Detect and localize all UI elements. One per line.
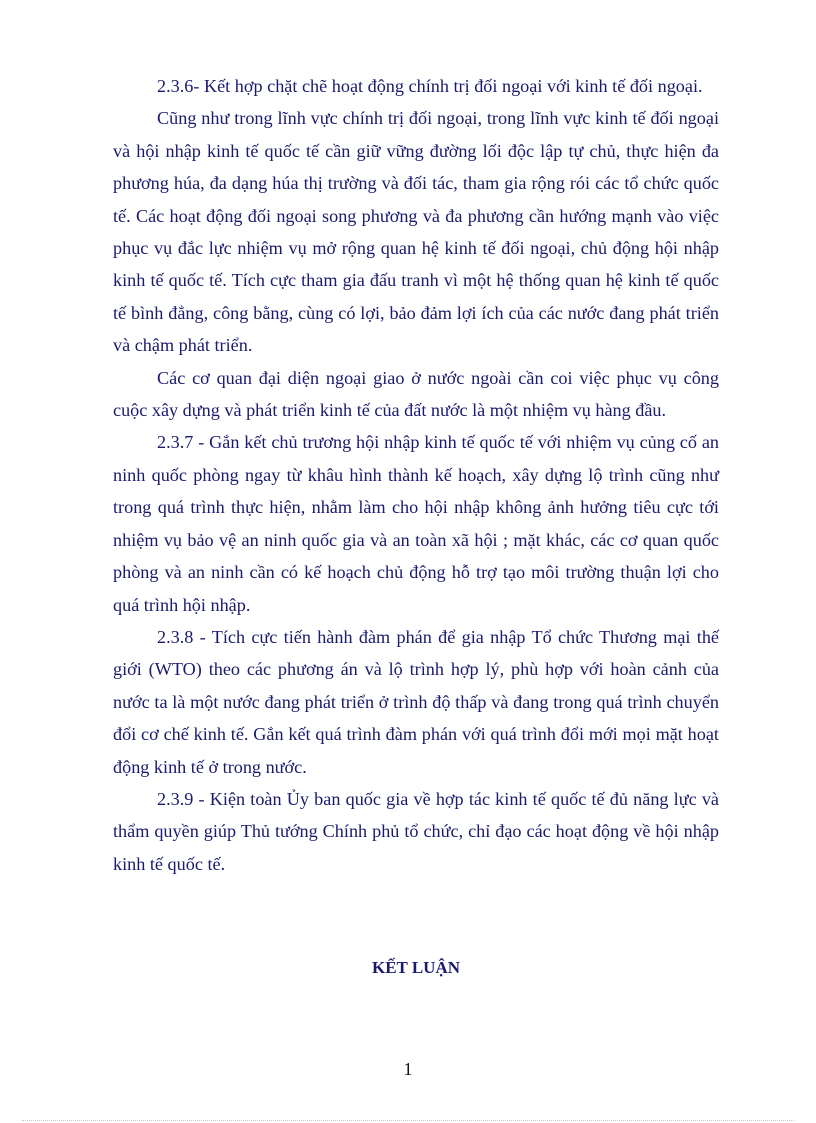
paragraph-foreign-economy: Cũng như trong lĩnh vực chính trị đối ngoại, trong lĩnh vực kinh tế đối ngoại và hội nhập kinh tế quốc tế cần giữ vững đường lối độc lập tự chủ, thực hiện đa phương húa, đa dạng húa thị trường và đối tác, tham gia rộng rói các tổ chức quốc tế. Các hoạt động đối ngoại song phương và đa phương cần hướng mạnh vào việc phục vụ đắc lực nhiệm vụ mở rộng quan hệ kinh tế đối ngoại, chủ động hội nhập kinh tế quốc tế. Tích cực tham gia đấu tranh vì một hệ thống quan hệ kinh tế quốc tế bình đẳng, công bằng, cùng có lợi, bảo đảm lợi ích của các nước đang phát triển và chậm phát triển. xyxy=(113,108,719,356)
conclusion-heading: KẾT LUẬN xyxy=(371,958,460,977)
paragraph-diplomatic-agencies: Các cơ quan đại diện ngoại giao ở nước ngoài cần coi việc phục vụ công cuộc xây dựng và phát triển kinh tế của đất nước là một nhiệm vụ hàng đầu. xyxy=(113,367,719,421)
page-number: 1 xyxy=(403,1059,413,1079)
section-2-3-6-heading: 2.3.6- Kết hợp chặt chẽ hoạt động chính trị đối ngoại với kinh tế đối ngoại. xyxy=(157,76,703,96)
section-2-3-9: 2.3.9 - Kiện toàn Ủy ban quốc gia về hợp tác kinh tế quốc tế đủ năng lực và thẩm quyền giúp Thủ tướng Chính phủ tổ chức, chỉ đạo các hoạt động về hội nhập kinh tế quốc tế. xyxy=(113,788,719,874)
section-2-3-7: 2.3.7 - Gắn kết chủ trương hội nhập kinh tế quốc tế với nhiệm vụ củng cố an ninh quốc phòng ngay từ khâu hình thành kế hoạch, xây dựng lộ trình cũng như trong quá trình thực hiện, nhằm làm cho hội nhập không ảnh hưởng tiêu cực tới nhiệm vụ bảo vệ an ninh quốc gia và an toàn xã hội ; mặt khác, các cơ quan quốc phòng và an ninh cần có kế hoạch chủ động hỗ trợ tạo môi trường thuận lợi cho quá trình hội nhập. xyxy=(113,432,719,615)
section-2-3-8: 2.3.8 - Tích cực tiến hành đàm phán để gia nhập Tổ chức Thương mại thế giới (WTO) theo các phương án và lộ trình hợp lý, phù hợp với hoàn cảnh của nước ta là một nước đang phát triển ở trình độ thấp và đang trong quá trình chuyển đổi cơ chế kinh tế. Gắn kết quá trình đàm phán với quá trình đổi mới mọi mặt hoạt động kinh tế ở trong nước. xyxy=(113,626,719,777)
page-bottom-divider xyxy=(22,1120,794,1121)
document-body xyxy=(113,70,719,880)
